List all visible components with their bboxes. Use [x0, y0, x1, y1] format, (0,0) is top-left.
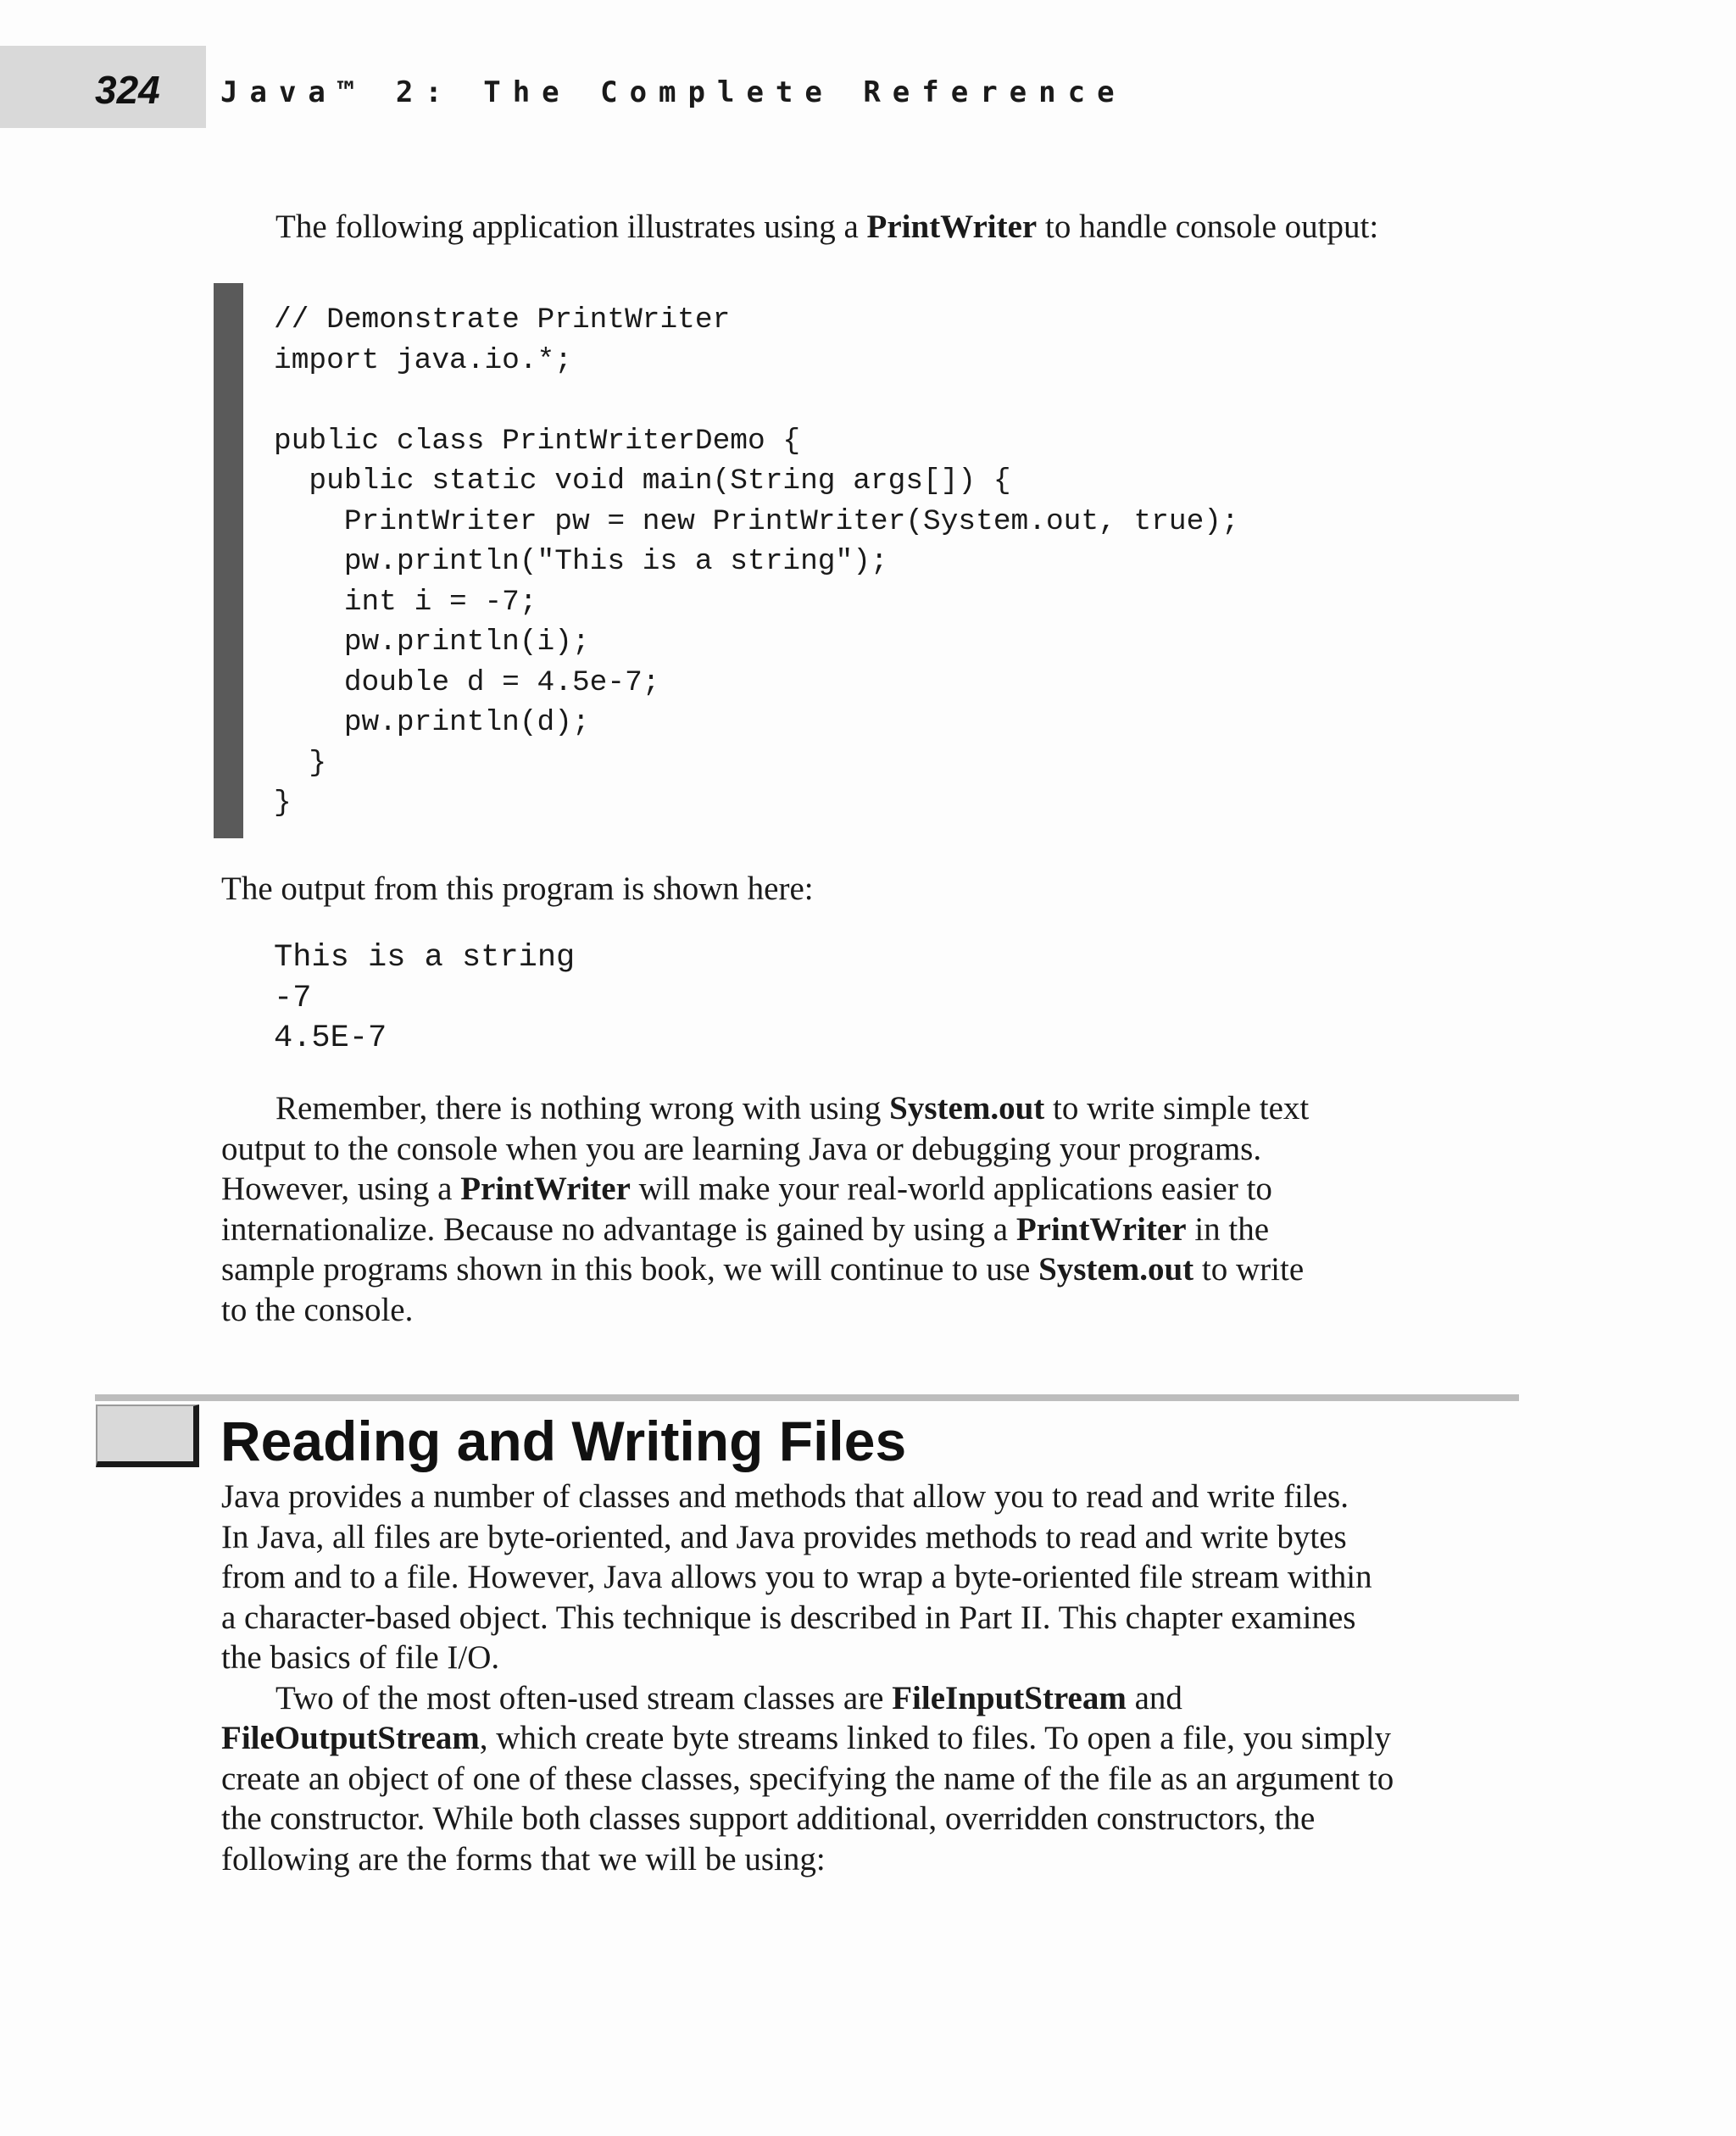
paragraph-line [221, 1718, 1518, 1759]
text-run: , which create byte streams linked to files. To open a file, you simply [479, 1720, 1392, 1756]
code-line: pw.println(d); [274, 706, 590, 739]
paragraph-line: a character-based object. This technique is described in Part II. This chapter examines [221, 1599, 1356, 1636]
program-output [274, 938, 575, 1060]
text-run: However, using a [221, 1171, 461, 1207]
code-line: public class PrintWriterDemo { [274, 424, 801, 458]
code-line: double d = 4.5e-7; [274, 665, 660, 699]
output-line: -7 [274, 980, 312, 1016]
paragraph-line [221, 1088, 1518, 1129]
bold-term: PrintWriter [1015, 1210, 1187, 1248]
paragraph-line: create an object of one of these classes, specifying the name of the file as an argument to [221, 1760, 1394, 1797]
paragraph-line: to the console. [221, 1291, 414, 1328]
paragraph-line: output to the console when you are learning Java or debugging your programs. [221, 1130, 1262, 1167]
paragraph-line: Java provides a number of classes and methods that allow you to read and write files. [221, 1478, 1349, 1515]
code-listing [274, 300, 1239, 824]
paragraph-line: following are the forms that we will be using: [221, 1840, 826, 1877]
files-paragraph-2 [221, 1678, 1518, 1880]
text-run: to write simple text [1044, 1090, 1310, 1126]
bold-term: System.out [1038, 1251, 1194, 1288]
code-line [274, 381, 1239, 421]
code-line: // Demonstrate PrintWriter [274, 303, 731, 337]
code-line: public static void main(String args[]) { [274, 464, 1011, 498]
text-run: and [1126, 1679, 1182, 1716]
code-line: pw.println("This is a string"); [274, 545, 888, 578]
paragraph-line: In Java, all files are byte-oriented, and Java provides methods to read and write bytes [221, 1518, 1347, 1555]
code-line: } [274, 746, 327, 780]
text-run: will make your real-world applications easier to [630, 1171, 1272, 1207]
text-run: in the [1186, 1210, 1270, 1248]
paragraph-line [221, 1169, 1518, 1210]
text-run: Remember, there is nothing wrong with using [275, 1090, 890, 1126]
bold-term: System.out [889, 1090, 1045, 1126]
intro-bold-term: PrintWriter [866, 209, 1038, 245]
bold-term: PrintWriter [460, 1171, 631, 1207]
code-line: import java.io.*; [274, 343, 572, 377]
text-run: Two of the most often-used stream classes are [275, 1679, 893, 1716]
running-title: Java™ 2: The Complete Reference [220, 75, 1127, 109]
code-line: PrintWriter pw = new PrintWriter(System.out, true); [274, 504, 1239, 538]
section-marker [96, 1405, 199, 1467]
intro-text-after: to handle console output: [1037, 209, 1379, 245]
output-line: 4.5E-7 [274, 1021, 387, 1056]
paragraph-line: the constructor. While both classes support additional, overridden constructors, the [221, 1800, 1316, 1837]
output-line: This is a string [274, 940, 576, 976]
text-run: to write [1194, 1251, 1305, 1288]
intro-text-before: The following application illustrates using a [275, 209, 867, 245]
remember-paragraph [221, 1088, 1518, 1330]
code-listing-bar [214, 283, 243, 838]
section-rule [95, 1394, 1519, 1401]
files-paragraph-1 [221, 1477, 1518, 1678]
paragraph-line [221, 1210, 1518, 1250]
paragraph-line [221, 1249, 1518, 1290]
text-run: internationalize. Because no advantage is gained by using a [221, 1210, 1016, 1248]
paragraph-line [221, 1678, 1518, 1719]
paragraph-line: the basics of file I/O. [221, 1639, 500, 1676]
paragraph-line: from and to a file. However, Java allows you to wrap a byte-oriented file stream within [221, 1559, 1372, 1595]
section-heading: Reading and Writing Files [220, 1410, 907, 1472]
code-line: } [274, 787, 292, 820]
page-number: 324 [95, 68, 160, 112]
bold-term: FileInputStream [892, 1679, 1127, 1716]
intro-sentence [275, 207, 1378, 248]
code-line: int i = -7; [274, 585, 537, 619]
code-line: pw.println(i); [274, 626, 590, 659]
bold-term: FileOutputStream [221, 1720, 480, 1756]
text-run: sample programs shown in this book, we will continue to use [221, 1251, 1039, 1288]
output-intro: The output from this program is shown here: [221, 871, 814, 907]
